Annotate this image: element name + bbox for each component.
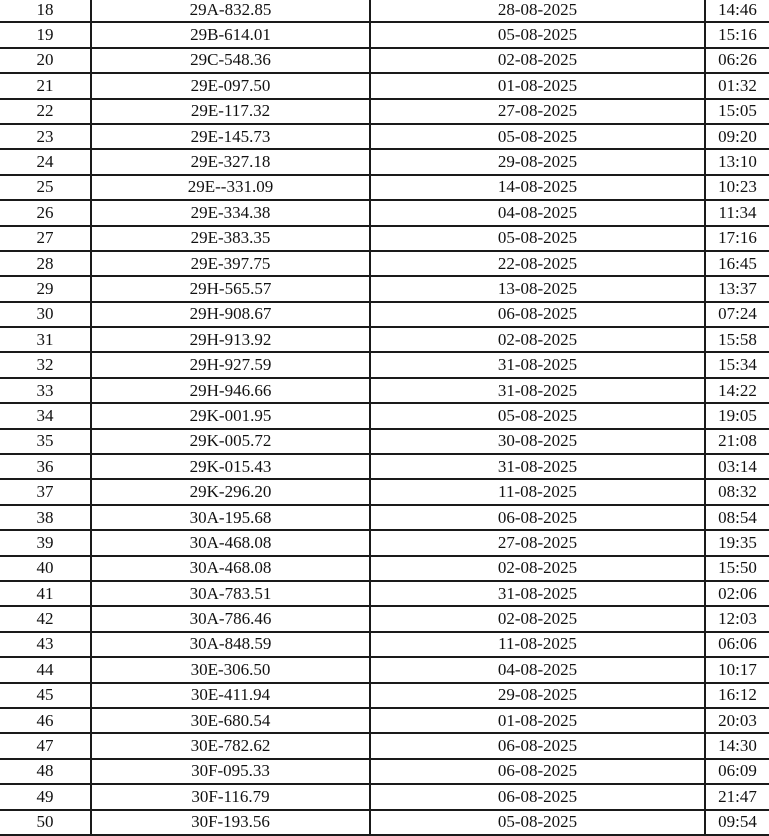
time-cell: 15:16 [705, 22, 769, 47]
time-cell: 08:54 [705, 505, 769, 530]
row-number-cell: 37 [0, 479, 91, 504]
license-plate-cell: 29K-001.95 [91, 403, 370, 428]
time-cell: 15:05 [705, 99, 769, 124]
row-number-cell: 30 [0, 302, 91, 327]
row-number-cell: 38 [0, 505, 91, 530]
license-plate-cell: 30E-680.54 [91, 708, 370, 733]
table-row [0, 124, 769, 149]
license-plate-cell: 29E-397.75 [91, 251, 370, 276]
time-cell: 21:08 [705, 429, 769, 454]
date-cell: 02-08-2025 [370, 327, 705, 352]
time-cell: 15:58 [705, 327, 769, 352]
date-cell: 29-08-2025 [370, 683, 705, 708]
time-cell: 15:34 [705, 352, 769, 377]
time-cell: 06:26 [705, 48, 769, 73]
time-cell: 08:32 [705, 479, 769, 504]
row-number-cell: 47 [0, 733, 91, 758]
date-cell: 30-08-2025 [370, 429, 705, 454]
time-cell: 17:16 [705, 226, 769, 251]
date-cell: 27-08-2025 [370, 530, 705, 555]
time-cell: 13:37 [705, 276, 769, 301]
row-number-cell: 24 [0, 149, 91, 174]
license-plate-cell: 30A-468.08 [91, 556, 370, 581]
date-cell: 06-08-2025 [370, 733, 705, 758]
date-cell: 06-08-2025 [370, 784, 705, 809]
date-cell: 02-08-2025 [370, 48, 705, 73]
table-row [0, 302, 769, 327]
license-plate-cell: 29E--331.09 [91, 175, 370, 200]
row-number-cell: 20 [0, 48, 91, 73]
time-cell: 11:34 [705, 200, 769, 225]
date-cell: 11-08-2025 [370, 479, 705, 504]
time-cell: 21:47 [705, 784, 769, 809]
date-cell: 31-08-2025 [370, 454, 705, 479]
table-row [0, 327, 769, 352]
date-cell: 05-08-2025 [370, 124, 705, 149]
date-cell: 13-08-2025 [370, 276, 705, 301]
table-row [0, 708, 769, 733]
table-row [0, 479, 769, 504]
row-number-cell: 31 [0, 327, 91, 352]
table-row [0, 251, 769, 276]
row-number-cell: 28 [0, 251, 91, 276]
time-cell: 16:12 [705, 683, 769, 708]
license-plate-cell: 29E-145.73 [91, 124, 370, 149]
time-cell: 02:06 [705, 581, 769, 606]
license-plate-cell: 30A-468.08 [91, 530, 370, 555]
time-cell: 19:35 [705, 530, 769, 555]
row-number-cell: 29 [0, 276, 91, 301]
table-row [0, 175, 769, 200]
time-cell: 14:22 [705, 378, 769, 403]
row-number-cell: 26 [0, 200, 91, 225]
table-row [0, 810, 769, 835]
table-row [0, 200, 769, 225]
time-cell: 06:06 [705, 632, 769, 657]
table-row [0, 632, 769, 657]
row-number-cell: 19 [0, 22, 91, 47]
date-cell: 06-08-2025 [370, 505, 705, 530]
time-cell: 14:30 [705, 733, 769, 758]
date-cell: 02-08-2025 [370, 606, 705, 631]
time-cell: 16:45 [705, 251, 769, 276]
date-cell: 27-08-2025 [370, 99, 705, 124]
row-number-cell: 33 [0, 378, 91, 403]
date-cell: 14-08-2025 [370, 175, 705, 200]
time-cell: 07:24 [705, 302, 769, 327]
license-plate-cell: 30E-306.50 [91, 657, 370, 682]
date-cell: 01-08-2025 [370, 708, 705, 733]
license-plate-cell: 30E-782.62 [91, 733, 370, 758]
license-plate-cell: 29E-117.32 [91, 99, 370, 124]
table-row [0, 581, 769, 606]
table-row [0, 403, 769, 428]
license-plate-cell: 29E-327.18 [91, 149, 370, 174]
row-number-cell: 34 [0, 403, 91, 428]
date-cell: 31-08-2025 [370, 581, 705, 606]
table-row [0, 0, 769, 22]
license-plate-cell: 29E-383.35 [91, 226, 370, 251]
row-number-cell: 43 [0, 632, 91, 657]
table-row [0, 556, 769, 581]
table-row [0, 505, 769, 530]
row-number-cell: 23 [0, 124, 91, 149]
license-plate-cell: 29A-832.85 [91, 0, 370, 22]
date-cell: 05-08-2025 [370, 810, 705, 835]
table-row [0, 276, 769, 301]
row-number-cell: 18 [0, 0, 91, 22]
time-cell: 09:54 [705, 810, 769, 835]
table-row [0, 759, 769, 784]
date-cell: 04-08-2025 [370, 200, 705, 225]
time-cell: 01:32 [705, 73, 769, 98]
table-row [0, 149, 769, 174]
license-plate-cell: 30F-095.33 [91, 759, 370, 784]
date-cell: 05-08-2025 [370, 22, 705, 47]
license-plate-cell: 29H-946.66 [91, 378, 370, 403]
row-number-cell: 36 [0, 454, 91, 479]
row-number-cell: 45 [0, 683, 91, 708]
license-plate-cell: 29E-334.38 [91, 200, 370, 225]
time-cell: 12:03 [705, 606, 769, 631]
license-plate-cell: 29E-097.50 [91, 73, 370, 98]
table-row [0, 73, 769, 98]
row-number-cell: 41 [0, 581, 91, 606]
license-plate-cell: 30F-116.79 [91, 784, 370, 809]
time-cell: 20:03 [705, 708, 769, 733]
date-cell: 05-08-2025 [370, 403, 705, 428]
time-cell: 10:23 [705, 175, 769, 200]
row-number-cell: 27 [0, 226, 91, 251]
time-cell: 19:05 [705, 403, 769, 428]
date-cell: 06-08-2025 [370, 302, 705, 327]
row-number-cell: 40 [0, 556, 91, 581]
license-plate-cell: 29C-548.36 [91, 48, 370, 73]
date-cell: 06-08-2025 [370, 759, 705, 784]
date-cell: 04-08-2025 [370, 657, 705, 682]
license-plate-cell: 29H-908.67 [91, 302, 370, 327]
time-cell: 03:14 [705, 454, 769, 479]
row-number-cell: 42 [0, 606, 91, 631]
row-number-cell: 32 [0, 352, 91, 377]
row-number-cell: 46 [0, 708, 91, 733]
time-cell: 06:09 [705, 759, 769, 784]
date-cell: 05-08-2025 [370, 226, 705, 251]
table-row [0, 784, 769, 809]
time-cell: 15:50 [705, 556, 769, 581]
license-plate-cell: 29H-913.92 [91, 327, 370, 352]
license-plate-cell: 29H-565.57 [91, 276, 370, 301]
row-number-cell: 22 [0, 99, 91, 124]
time-cell: 14:46 [705, 0, 769, 22]
table-row [0, 226, 769, 251]
row-number-cell: 35 [0, 429, 91, 454]
license-plate-cell: 29K-015.43 [91, 454, 370, 479]
table-row [0, 22, 769, 47]
date-cell: 01-08-2025 [370, 73, 705, 98]
table-row [0, 530, 769, 555]
table-row [0, 378, 769, 403]
table-row [0, 657, 769, 682]
table-row [0, 454, 769, 479]
date-cell: 29-08-2025 [370, 149, 705, 174]
row-number-cell: 50 [0, 810, 91, 835]
date-cell: 31-08-2025 [370, 378, 705, 403]
license-plate-cell: 30A-786.46 [91, 606, 370, 631]
time-cell: 09:20 [705, 124, 769, 149]
license-plate-cell: 29K-005.72 [91, 429, 370, 454]
license-plate-cell: 30A-195.68 [91, 505, 370, 530]
date-cell: 31-08-2025 [370, 352, 705, 377]
date-cell: 22-08-2025 [370, 251, 705, 276]
table-row [0, 606, 769, 631]
table-row [0, 352, 769, 377]
date-cell: 02-08-2025 [370, 556, 705, 581]
license-plate-cell: 30F-193.56 [91, 810, 370, 835]
table-row [0, 683, 769, 708]
table-row [0, 48, 769, 73]
license-plate-cell: 29B-614.01 [91, 22, 370, 47]
license-plate-cell: 30A-783.51 [91, 581, 370, 606]
date-cell: 11-08-2025 [370, 632, 705, 657]
license-plate-cell: 29H-927.59 [91, 352, 370, 377]
row-number-cell: 49 [0, 784, 91, 809]
table-row [0, 99, 769, 124]
license-plate-cell: 29K-296.20 [91, 479, 370, 504]
license-plate-cell: 30E-411.94 [91, 683, 370, 708]
table-row [0, 429, 769, 454]
row-number-cell: 44 [0, 657, 91, 682]
date-cell: 28-08-2025 [370, 0, 705, 22]
license-plate-cell: 30A-848.59 [91, 632, 370, 657]
row-number-cell: 21 [0, 73, 91, 98]
table-row [0, 733, 769, 758]
row-number-cell: 25 [0, 175, 91, 200]
row-number-cell: 48 [0, 759, 91, 784]
row-number-cell: 39 [0, 530, 91, 555]
time-cell: 10:17 [705, 657, 769, 682]
time-cell: 13:10 [705, 149, 769, 174]
